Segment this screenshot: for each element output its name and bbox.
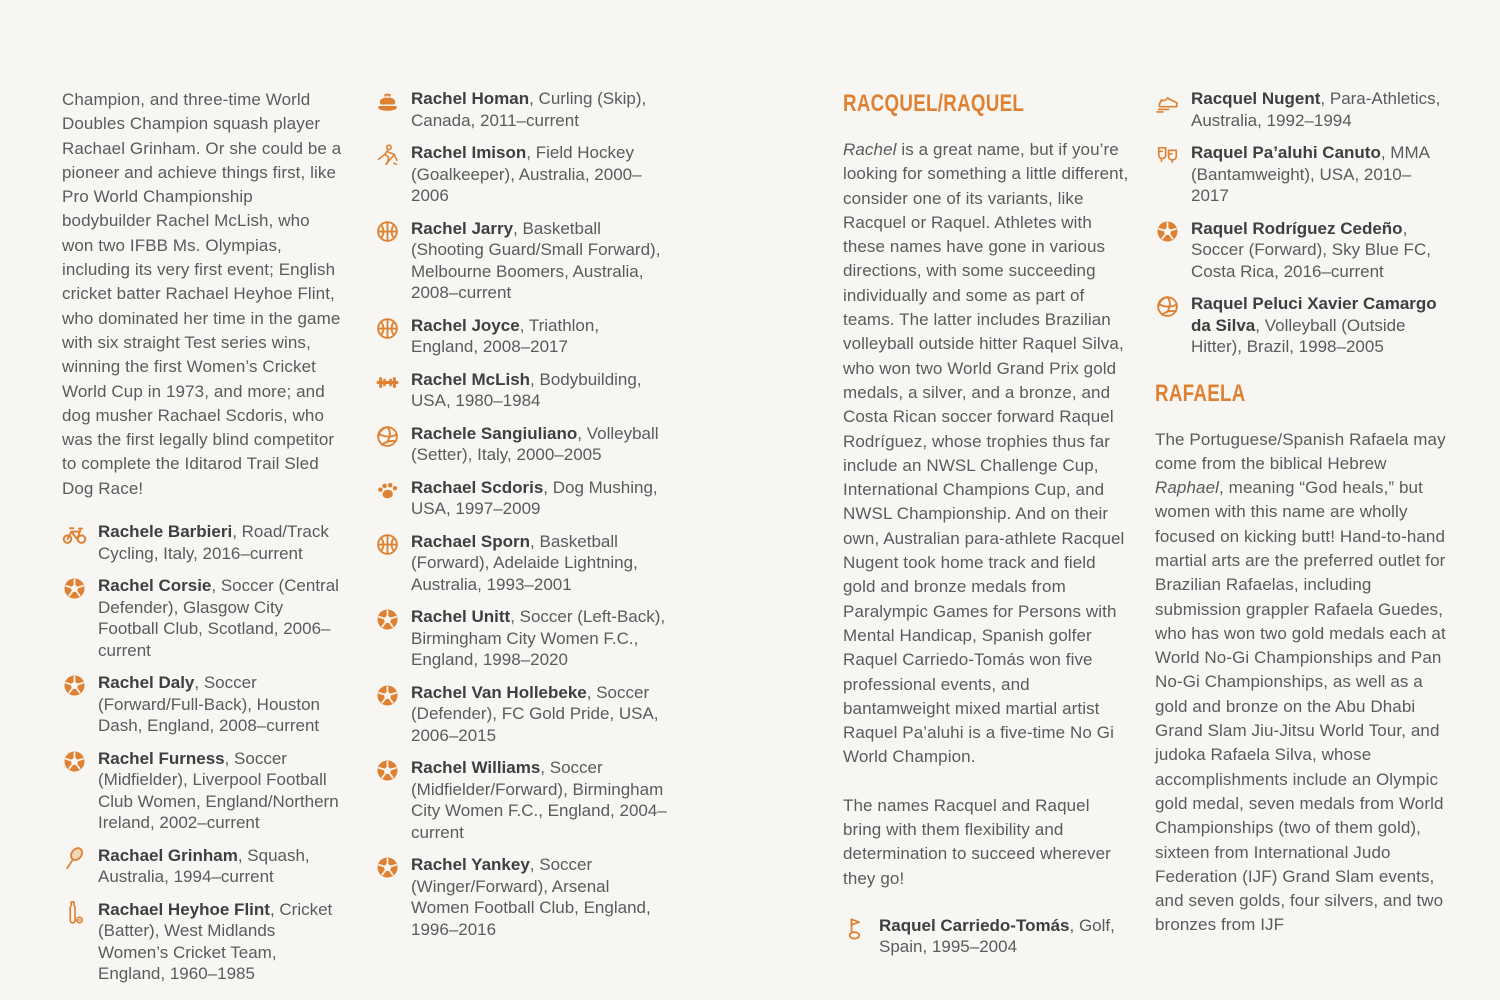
- athlete-list-column-3: [843, 915, 1131, 958]
- athlete-entry-text: [1191, 293, 1447, 358]
- text-segment: The names Racquel and Raquel bring with them flexibility and determination to succeed wherever they go!: [843, 795, 1111, 888]
- athlete-entry-text: [1191, 142, 1447, 207]
- athlete-details: , Para-Athletics, Australia, 1992–1994: [1191, 89, 1441, 130]
- athlete-name: Rachel Williams: [411, 758, 541, 777]
- athlete-details: , Soccer (Forward), Sky Blue FC, Costa Rica, 2016–current: [1191, 218, 1431, 281]
- athlete-entry: [375, 218, 667, 304]
- athlete-name: Rachel Furness: [98, 748, 225, 768]
- intro-paragraph: [62, 88, 346, 501]
- athlete-entry-text: [98, 899, 346, 985]
- athlete-entry: [375, 315, 667, 358]
- athlete-details: , Volleyball (Outside Hitter), Brazil, 1998–2005: [1191, 315, 1406, 356]
- athlete-details: , Soccer (Midfielder/Forward), Birmingham City Women F.C., England, 2004–current: [411, 758, 667, 842]
- athlete-details: , Basketball (Forward), Adelaide Lightning, Australia, 1993–2001: [411, 531, 638, 594]
- athlete-details: , Field Hockey (Goalkeeper), Australia, 2000–2006: [411, 143, 642, 205]
- athlete-details: , MMA (Bantamweight), USA, 2010–2017: [1191, 143, 1430, 205]
- athlete-name: Racquel Nugent: [1191, 89, 1321, 108]
- athlete-name: Rachel Daly: [98, 673, 195, 693]
- italic-text-segment: Raphael: [1155, 478, 1220, 498]
- athlete-entry: [62, 899, 346, 985]
- squash-racquet-icon: [62, 846, 87, 871]
- left-page-column-2: [375, 88, 667, 951]
- athlete-details: , Soccer (Central Defender), Glasgow City Football Club, Scotland, 2006–current: [98, 576, 339, 660]
- athlete-details: , Dog Mushing, USA, 1997–2009: [411, 477, 658, 518]
- boxing-gloves-icon: [1155, 143, 1180, 168]
- section-heading-rafaela: RAFAELA: [1155, 379, 1246, 407]
- athlete-entry-text: [98, 672, 346, 737]
- curling-stone-icon: [375, 89, 400, 114]
- athlete-name: Raquel Pa’aluhi Canuto: [1191, 143, 1381, 162]
- athlete-name: Rachele Barbieri: [98, 522, 233, 542]
- athlete-entry-text: [411, 531, 667, 596]
- athlete-entry: [62, 845, 346, 888]
- athlete-entry: [62, 672, 346, 737]
- athlete-name: Raquel Carriedo-Tomás: [879, 915, 1070, 935]
- athlete-details: , Soccer (Left-Back), Birmingham City Women F.C., England, 1998–2020: [411, 607, 666, 669]
- athlete-entry: [375, 531, 667, 596]
- athlete-entry-text: [1191, 218, 1447, 283]
- athlete-name: Rachel Corsie: [98, 576, 212, 596]
- athlete-details: , Soccer (Midfielder), Liverpool Football Club Women, England/Northern Ireland, 2002–current: [98, 748, 339, 833]
- athlete-list-column-1: [62, 521, 346, 985]
- athlete-details: , Bodybuilding, USA, 1980–1984: [411, 369, 642, 410]
- field-hockey-player-icon: [375, 143, 400, 168]
- athlete-entry: [375, 88, 667, 131]
- athlete-entry-text: [411, 757, 667, 843]
- italic-text-segment: Rachel: [843, 140, 897, 159]
- athlete-details: , Road/Track Cycling, Italy, 2016–current: [98, 522, 329, 563]
- athlete-details: , Soccer (Defender), FC Gold Pride, USA, 2006–2015: [411, 682, 659, 745]
- athlete-entry: [375, 423, 667, 466]
- athlete-entry: [375, 142, 667, 207]
- bicycle-icon: [62, 522, 87, 547]
- text-segment: Champion, and three-time World Doubles Champion squash player Rachael Grinham. Or she could be a pioneer and achieve things first, like Pro World Championship bodybuilder Rachel McLish, who won two IFBB Ms. Olympias, including its very first event; English cricket batter Rachael Heyhoe Flint, who dominated her time in the game with six straight Test series wins, winning the first Women’s Cricket World Cup in 1973, and more; and dog musher Rachael Scdoris, who was the first legally blind competitor to complete the Iditarod Trail Sled Dog Race!: [62, 90, 342, 498]
- athlete-entry-text: [411, 369, 667, 412]
- athlete-details: , Triathlon, England, 2008–2017: [411, 315, 600, 356]
- athlete-entry-text: [411, 142, 667, 207]
- athlete-entry-text: [411, 606, 667, 671]
- athlete-details: , Volleyball (Setter), Italy, 2000–2005: [411, 423, 659, 464]
- cricket-bat-icon: [62, 900, 87, 925]
- soccer-ball-icon: [375, 758, 400, 783]
- athlete-entry: [843, 915, 1131, 958]
- athlete-entry-text: [1191, 88, 1447, 131]
- athlete-list-column-4: [1155, 88, 1447, 358]
- athlete-name: Rachel McLish: [411, 369, 531, 389]
- athlete-name: Rachael Heyhoe Flint: [98, 899, 270, 919]
- athlete-entry: [375, 477, 667, 520]
- athlete-name: Rachael Scdoris: [411, 477, 544, 497]
- athlete-entry: [62, 575, 346, 661]
- soccer-ball-icon: [62, 673, 87, 698]
- basketball-icon: [375, 532, 400, 557]
- athlete-entry: [62, 748, 346, 834]
- athlete-entry-text: [411, 477, 667, 520]
- athlete-entry-text: [98, 845, 346, 888]
- right-page-column-1: [843, 88, 1131, 969]
- volleyball-icon: [375, 424, 400, 449]
- athlete-name: Rachael Sporn: [411, 531, 531, 551]
- soccer-ball-icon: [375, 683, 400, 708]
- athlete-entry-text: [879, 915, 1131, 958]
- athlete-list-column-2: [375, 88, 667, 940]
- athlete-entry-text: [98, 521, 346, 564]
- athlete-entry: [1155, 142, 1447, 207]
- athlete-details: , Soccer (Winger/Forward), Arsenal Women Football Club, England, 1996–2016: [411, 855, 651, 939]
- text-segment: , meaning “God heals,” but women with this name are wholly focused on kicking butt! Hand-to-hand martial arts are the preferred outlet for Brazilian Rafaelas, including submission grappler Rafaela Guedes, who has won two gold medals each at World No-Gi Championships and Pan No-Gi Championships, as well as a gold and bronze on the Abu Dhabi Grand Slam Jiu-Jitsu World Tour, and judoka Rafaela Silva, whose accomplishments include an Olympic gold medal, seven medals from World Championships (two of them gold), sixteen from International Judo Federation (IJF) Grand Slam events, and seven golds, four silvers, and two bronzes from IJF: [1155, 478, 1446, 935]
- athlete-entry-text: [411, 88, 667, 131]
- athlete-entry-text: [98, 748, 346, 834]
- volleyball-icon: [1155, 294, 1180, 319]
- athlete-name: Rachel Van Hollebeke: [411, 682, 587, 702]
- athlete-details: , Basketball (Shooting Guard/Small Forward), Melbourne Boomers, Australia, 2008–current: [411, 218, 661, 302]
- text-segment: is a great name, but if you’re looking for something a little different, consider one of its variants, like Racquel or Raquel. Athletes with these names have gone in various directions, with some succeeding individually and some as part of teams. The latter includes Brazilian volleyball outside hitter Raquel Silva, who won two World Grand Prix gold medals, a silver, and a bronze, and Costa Rican soccer forward Raquel Rodríguez, whose trophies thus far include an NWSL Challenge Cup, International Champions Cup, and NWSL Championship. And on their own, Australian para-athlete Racquel Nugent took home track and field gold and bronze medals from Paralympic Games for Persons with Mental Handicap, Spanish golfer Raquel Carriedo-Tomás won five professional events, and bantamweight mixed martial artist Raquel Pa’aluhi is a five-time No Gi World Champion.: [843, 140, 1129, 767]
- racquel-paragraph-1: [843, 138, 1131, 770]
- athlete-entry: [375, 369, 667, 412]
- paw-print-icon: [375, 478, 400, 503]
- athlete-entry: [1155, 293, 1447, 358]
- athlete-entry: [375, 682, 667, 747]
- athlete-name: Rachel Joyce: [411, 315, 520, 335]
- basketball-icon: [375, 219, 400, 244]
- right-page-column-2: [1155, 88, 1447, 962]
- text-segment: The Portuguese/Spanish Rafaela may come from the biblical Hebrew: [1155, 429, 1446, 473]
- basketball-icon: [375, 316, 400, 341]
- athlete-name: Raquel Rodríguez Cedeño: [1191, 218, 1403, 238]
- athlete-name: Rachel Yankey: [411, 855, 530, 874]
- athlete-entry-text: [411, 315, 667, 358]
- athlete-name: Rachel Imison: [411, 143, 527, 162]
- athlete-entry-text: [411, 682, 667, 747]
- athlete-name: Rachael Grinham: [98, 845, 238, 865]
- rafaela-paragraph: [1155, 428, 1447, 938]
- dumbbell-icon: [375, 370, 400, 395]
- golf-flag-icon: [843, 916, 868, 941]
- section-heading-racquel-raquel: RACQUEL/RAQUEL: [843, 90, 1025, 117]
- athlete-details: , Squash, Australia, 1994–current: [98, 845, 310, 887]
- athlete-entry: [1155, 218, 1447, 283]
- athlete-entry: [375, 606, 667, 671]
- athlete-entry: [62, 521, 346, 564]
- athlete-name: Rachel Unitt: [411, 607, 511, 626]
- soccer-ball-icon: [1155, 219, 1180, 244]
- athlete-name: Raquel Peluci Xavier Camargo da Silva: [1191, 294, 1437, 335]
- soccer-ball-icon: [62, 576, 87, 601]
- left-page-column-1: [62, 88, 346, 996]
- athlete-entry-text: [411, 218, 667, 304]
- athlete-entry-text: [411, 854, 667, 940]
- athlete-name: Rachel Jarry: [411, 218, 514, 238]
- athlete-entry-text: [98, 575, 346, 661]
- soccer-ball-icon: [62, 749, 87, 774]
- athlete-details: , Curling (Skip), Canada, 2011–current: [411, 89, 647, 130]
- running-shoe-icon: [1155, 89, 1180, 114]
- athlete-entry: [375, 854, 667, 940]
- athlete-details: , Soccer (Forward/Full-Back), Houston Dash, England, 2008–current: [98, 673, 321, 736]
- athlete-details: , Cricket (Batter), West Midlands Women’s Cricket Team, England, 1960–1985: [98, 899, 333, 984]
- athlete-name: Rachel Homan: [411, 89, 530, 108]
- athlete-name: Rachele Sangiuliano: [411, 423, 578, 443]
- racquel-paragraph-2: [843, 794, 1131, 891]
- athlete-entry-text: [411, 423, 667, 466]
- soccer-ball-icon: [375, 855, 400, 880]
- athlete-entry: [1155, 88, 1447, 131]
- soccer-ball-icon: [375, 607, 400, 632]
- athlete-entry: [375, 757, 667, 843]
- athlete-details: , Golf, Spain, 1995–2004: [879, 915, 1115, 957]
